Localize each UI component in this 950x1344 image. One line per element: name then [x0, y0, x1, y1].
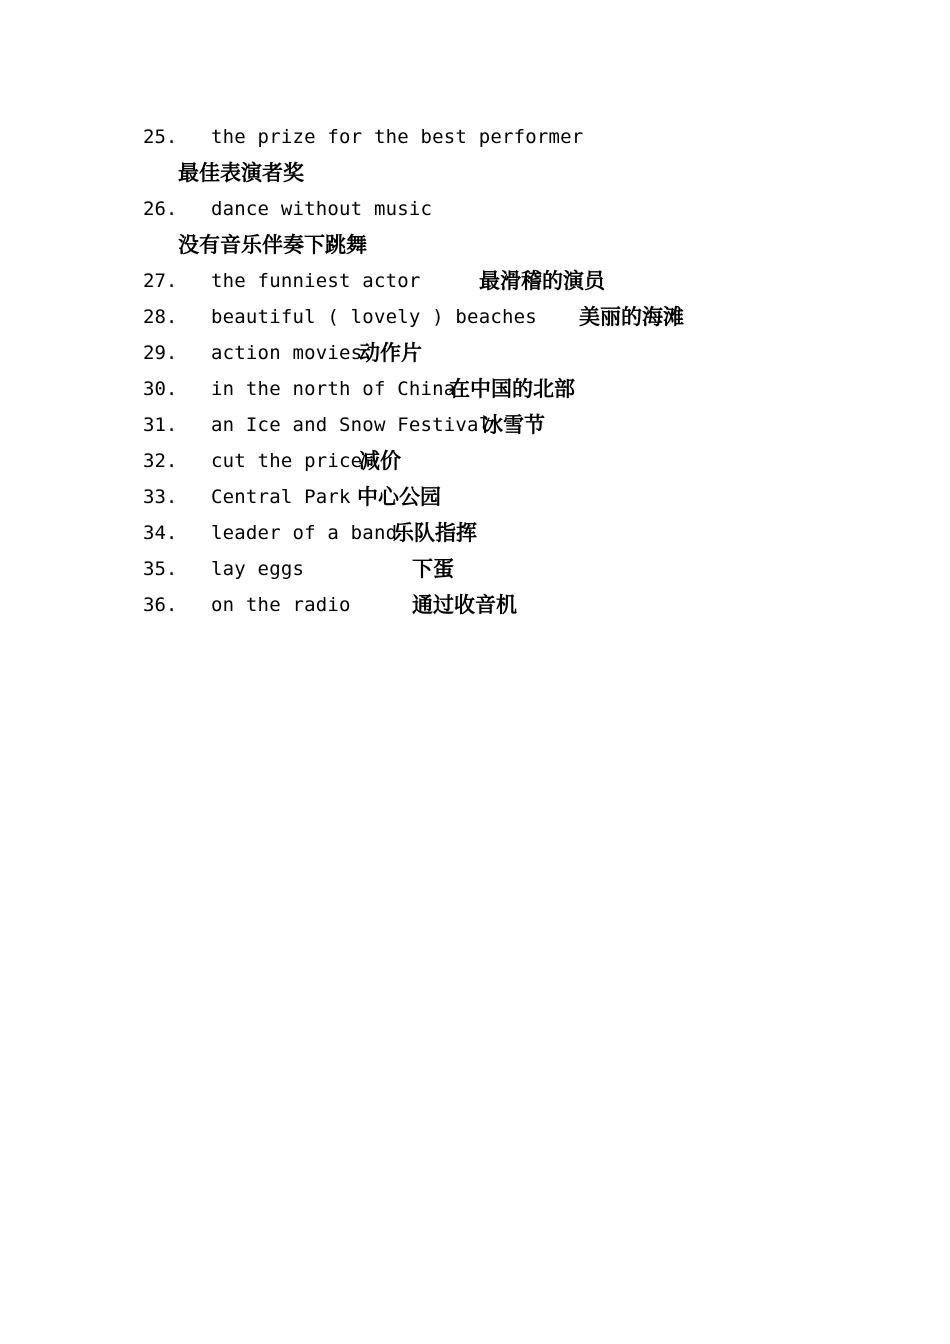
english-phrase: an Ice and Snow Festival [211, 414, 491, 436]
chinese-translation: 最滑稽的演员 [479, 269, 605, 293]
list-item [143, 407, 843, 443]
english-phrase: the prize for the best performer [211, 126, 584, 148]
item-number: 32. [143, 450, 178, 472]
chinese-translation: 在中国的北部 [449, 377, 575, 401]
list-item [143, 335, 843, 371]
english-phrase: the funniest actor [211, 270, 421, 292]
item-number: 36. [143, 594, 178, 616]
item-number: 34. [143, 522, 178, 544]
english-phrase: lay eggs [211, 558, 305, 580]
chinese-translation: 中心公园 [357, 485, 441, 509]
chinese-translation: 最佳表演者奖 [178, 161, 304, 185]
list-item [143, 479, 843, 515]
vocabulary-list [143, 119, 843, 623]
item-number: 33. [143, 486, 178, 508]
chinese-translation: 减价 [359, 449, 401, 473]
english-phrase: beautiful ( lovely ) beaches [211, 306, 537, 328]
english-phrase: on the radio [211, 594, 351, 616]
item-number: 31. [143, 414, 178, 436]
item-number: 26. [143, 198, 178, 220]
list-item [143, 299, 843, 335]
english-phrase: action movies [211, 342, 363, 364]
list-item [143, 119, 843, 191]
item-number: 27. [143, 270, 178, 292]
list-item [143, 551, 843, 587]
item-number: 29. [143, 342, 178, 364]
chinese-translation: 通过收音机 [412, 593, 517, 617]
chinese-translation: 美丽的海滩 [579, 305, 684, 329]
list-item [143, 263, 843, 299]
list-item [143, 443, 843, 479]
item-number: 35. [143, 558, 178, 580]
list-item [143, 191, 843, 263]
english-phrase: Central Park [211, 486, 351, 508]
english-phrase: leader of a band [211, 522, 398, 544]
item-number: 25. [143, 126, 178, 148]
english-phrase: in the north of China [211, 378, 456, 400]
english-phrase: cut the price [211, 450, 363, 472]
list-item [143, 515, 843, 551]
item-number: 30. [143, 378, 178, 400]
chinese-translation: 乐队指挥 [393, 521, 477, 545]
list-item [143, 587, 843, 623]
english-phrase: dance without music [211, 198, 433, 220]
list-item [143, 371, 843, 407]
chinese-translation: 没有音乐伴奏下跳舞 [178, 233, 367, 257]
item-number: 28. [143, 306, 178, 328]
chinese-translation: 动作片 [359, 341, 422, 365]
chinese-translation: 下蛋 [412, 557, 454, 581]
chinese-translation: 冰雪节 [482, 413, 545, 437]
